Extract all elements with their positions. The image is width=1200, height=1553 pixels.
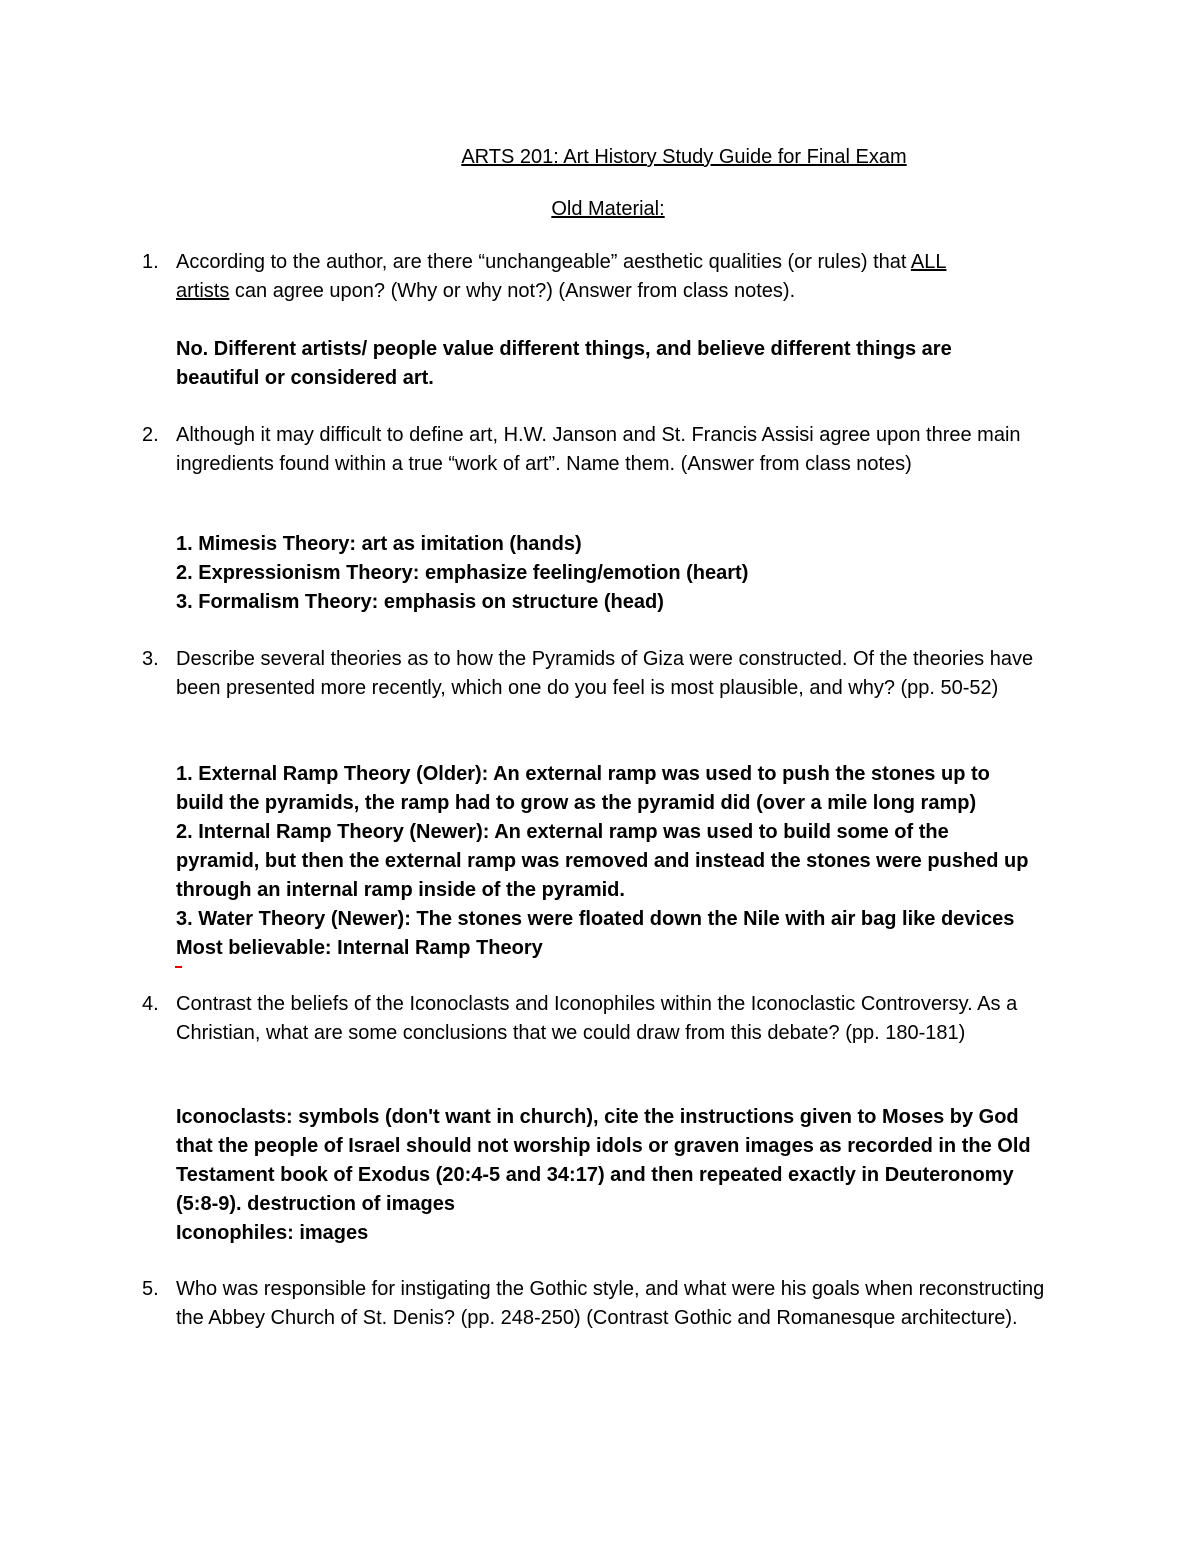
- answer-2: 1. Mimesis Theory: art as imitation (hands) 2. Expressionism Theory: emphasize feeling/emotion (heart) 3. Formalism Theory: emphasis on structure (head): [176, 533, 749, 613]
- question-3: 3. Describe several theories as to how the Pyramids of Giza were constructed. Of the theories have been presented more recently, which one do you feel is most plausible, and why? (pp. 50-52): [176, 645, 1076, 703]
- question-number: 1.: [142, 251, 159, 273]
- question-number: 3.: [142, 648, 159, 670]
- question-number: 2.: [142, 424, 159, 446]
- answer-4: Iconoclasts: symbols (don't want in church), cite the instructions given to Moses by God that the people of Israel should not worship idols or graven images as recorded in the Old Testament book of Exodus (20:4-5 and 34:17) and then repeated exactly in Deuteronomy (5:8-9). destruction of images Iconophiles: images: [176, 1106, 1031, 1244]
- question-number: 5.: [142, 1278, 159, 1300]
- answer-3: 1. External Ramp Theory (Older): An external ramp was used to push the stones up to build the pyramids, the ramp had to grow as the pyramid did (over a mile long ramp) 2. Internal Ramp Theory (Newer): An external ramp was used to build some of the pyramid, but then the external ramp was removed and instead the stones were pushed up through an internal ramp inside of the pyramid. 3. Water Theory (Newer): The stones were floated down the Nile with air bag like devices Most believable: Internal Ramp Theory: [176, 763, 1029, 959]
- answer-1: No. Different artists/ people value different things, and believe different things are beautiful or considered art.: [176, 338, 952, 389]
- question-number: 4.: [142, 993, 159, 1015]
- red-dash-mark: [175, 966, 182, 968]
- question-5: 5. Who was responsible for instigating the Gothic style, and what were his goals when reconstructing the Abbey Church of St. Denis? (pp. 248-250) (Contrast Gothic and Romanesque architecture).: [176, 1275, 1076, 1333]
- question-2: 2. Although it may difficult to define art, H.W. Janson and St. Francis Assisi agree upon three main ingredients found within a true “work of art”. Name them. (Answer from class notes): [176, 421, 1076, 479]
- question-4: 4. Contrast the beliefs of the Iconoclasts and Iconophiles within the Iconoclastic Controversy. As a Christian, what are some conclusions that we could draw from this debate? (pp. 180-181): [176, 990, 1076, 1048]
- section-heading: Old Material:: [551, 198, 665, 220]
- question-1: 1. According to the author, are there “unchangeable” aesthetic qualities (or rules) that ALL artists can agree upon? (Why or why not?) (Answer from class notes).: [176, 248, 1076, 306]
- page-title: ARTS 201: Art History Study Guide for Final Exam: [461, 146, 907, 168]
